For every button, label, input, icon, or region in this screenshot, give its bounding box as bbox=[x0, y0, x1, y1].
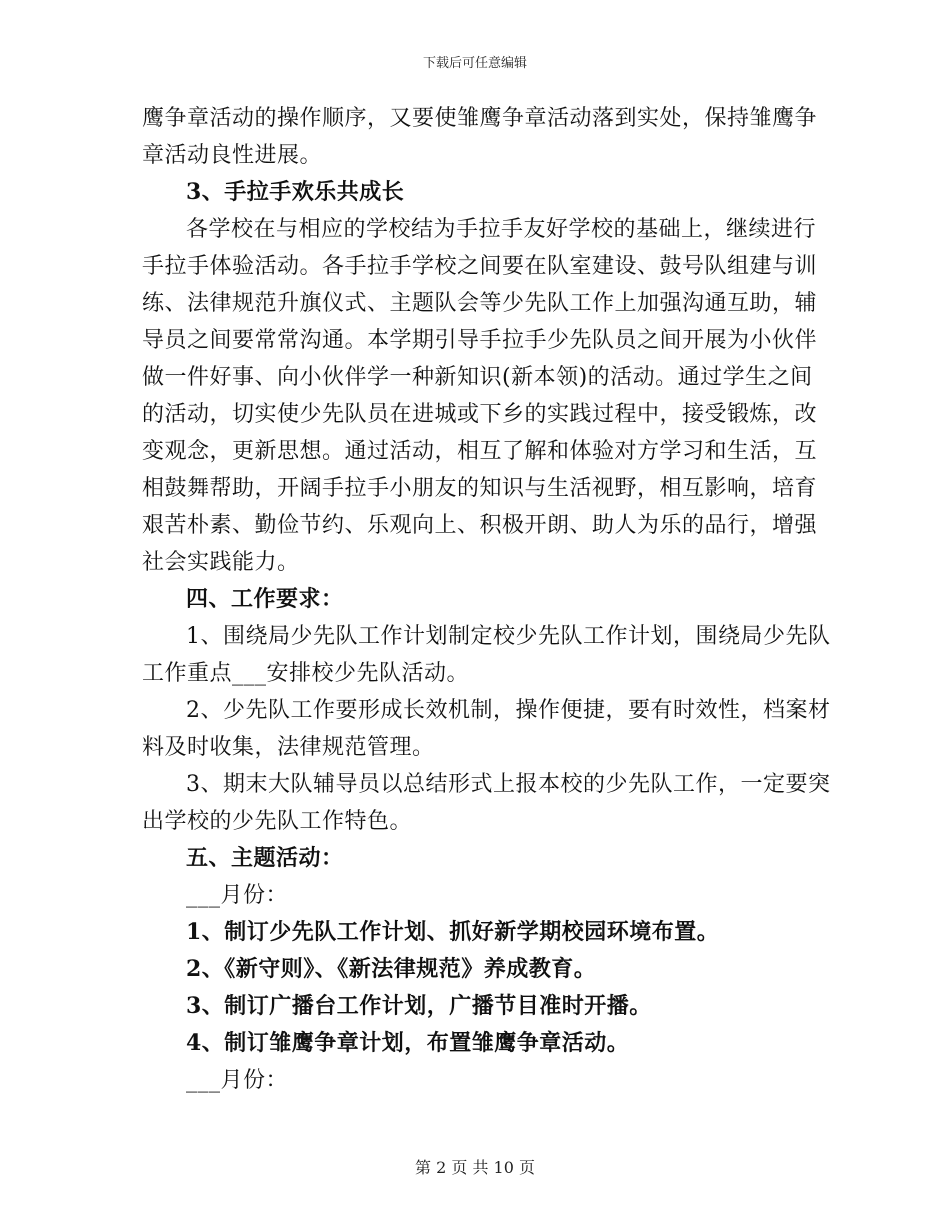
body-line: 艰苦朴素、勤俭节约、乐观向上、积极开朗、助人为乐的品行，增强 bbox=[142, 513, 818, 538]
body-line: 的活动，切实使少先队员在进城或下乡的实践过程中，接受锻炼，改 bbox=[142, 402, 818, 427]
body-line: 出学校的少先队工作特色。 bbox=[142, 809, 413, 834]
body-line: 1、围绕局少先队工作计划制定校少先队工作计划，围绕局少先队 bbox=[186, 624, 831, 649]
body-line: 3、期末大队辅导员以总结形式上报本校的少先队工作，一定要突 bbox=[186, 772, 831, 797]
body-line: 导员之间要常常沟通。本学期引导手拉手少先队员之间开展为小伙伴 bbox=[142, 328, 818, 353]
activity-item: 1、制订少先队工作计划、抓好新学期校园环境布置。 bbox=[186, 919, 720, 945]
body-line: 章活动良性进展。 bbox=[142, 143, 323, 168]
page-header: 下载后可任意编辑 bbox=[422, 56, 527, 71]
body-line: 料及时收集，法律规范管理。 bbox=[142, 735, 435, 760]
body-line: 手拉手体验活动。各手拉手学校之间要在队室建设、鼓号队组建与训 bbox=[142, 254, 818, 279]
body-line: 变观念，更新思想。通过活动，相互了解和体验对方学习和生活，互 bbox=[142, 439, 818, 464]
body-line: 鹰争章活动的操作顺序，又要使雏鹰争章活动落到实处，保持雏鹰争 bbox=[142, 106, 818, 131]
section-heading: 3、手拉手欢乐共成长 bbox=[186, 179, 405, 205]
section-heading: 五、主题活动： bbox=[186, 845, 344, 871]
body-line: 社会实践能力。 bbox=[142, 550, 300, 575]
month-line: ___月份： bbox=[186, 1068, 289, 1093]
body-line: 各学校在与相应的学校结为手拉手友好学校的基础上，继续进行 bbox=[186, 217, 817, 242]
body-line: 工作重点___安排校少先队活动。 bbox=[142, 661, 470, 686]
page-number: 第 2 页 共 10 页 bbox=[415, 1158, 535, 1177]
body-line: 练、法律规范升旗仪式、主题队会等少先队工作上加强沟通互助，辅 bbox=[142, 291, 818, 316]
activity-item: 3、制订广播台工作计划，广播节目准时开播。 bbox=[186, 993, 652, 1019]
section-heading: 四、工作要求： bbox=[186, 586, 344, 612]
activity-item: 4、制订雏鹰争章计划，布置雏鹰争章活动。 bbox=[186, 1030, 630, 1056]
document-body bbox=[142, 100, 831, 1099]
body-line: 相鼓舞帮助，开阔手拉手小朋友的知识与生活视野，相互影响，培育 bbox=[142, 476, 818, 501]
month-line: ___月份： bbox=[186, 883, 289, 908]
activity-item: 2、《新守则》、《新法律规范》养成教育。 bbox=[186, 956, 597, 982]
body-line: 2、少先队工作要形成长效机制，操作便捷，要有时效性，档案材 bbox=[186, 698, 831, 723]
body-line: 做一件好事、向小伙伴学一种新知识(新本领)的活动。通过学生之间 bbox=[142, 365, 813, 390]
